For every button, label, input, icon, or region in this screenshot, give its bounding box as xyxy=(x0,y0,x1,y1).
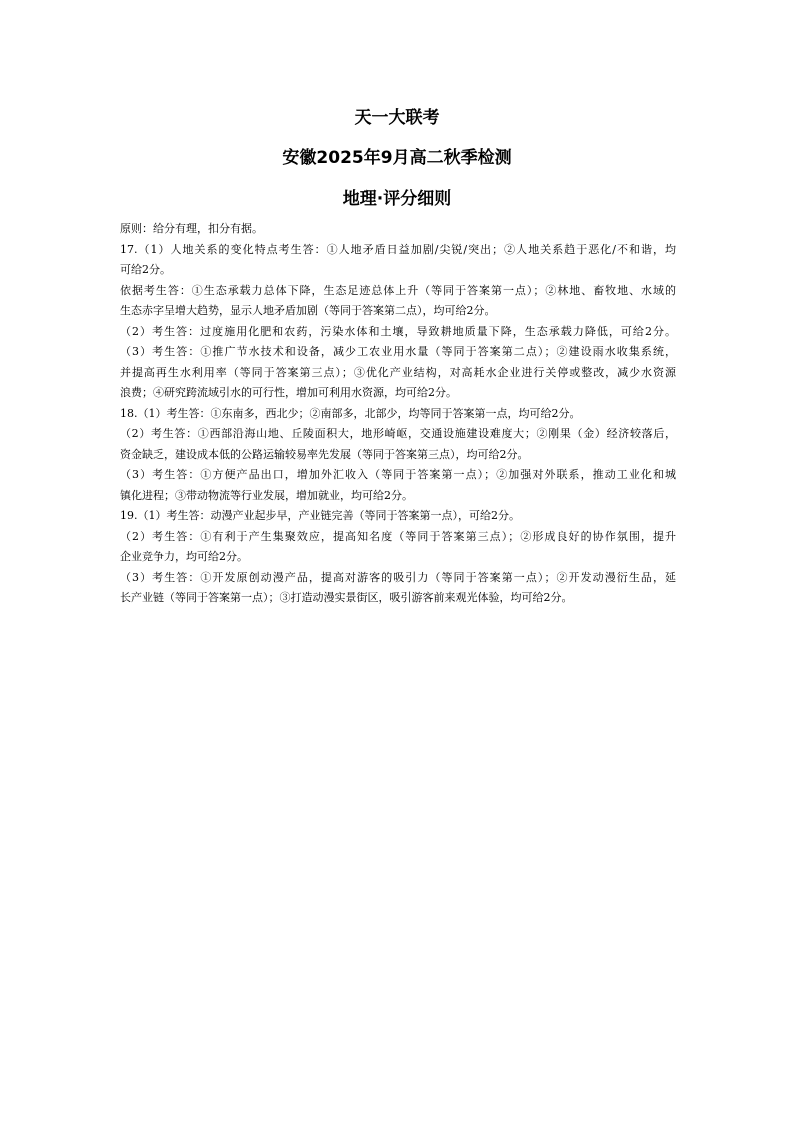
text-line: 18.（1）考生答：①东南多，西北少；②南部多，北部少，均等同于答案第一点，均可给2分。 xyxy=(120,406,581,420)
text-line: 企业竞争力，均可给2分。 xyxy=(120,550,248,563)
text-line: 镇化进程；③带动物流等行业发展，增加就业，均可给2分。 xyxy=(120,488,413,502)
text-line: （2）考生答：过度施用化肥和农药，污染水体和土壤，导致耕地质量下降，生态承载力降低，可给2分。 xyxy=(120,324,676,338)
text-line: 原则：给分有理，扣分有据。 xyxy=(120,222,263,235)
text-line: 可给2分。 xyxy=(120,263,171,276)
text-line: 19.（1）考生答：动漫产业起步早，产业链完善（等同于答案第一点），可给2分。 xyxy=(120,509,520,522)
section-heading: 地理·评分细则 xyxy=(342,189,452,209)
text-line: （3）考生答：①方便产品出口，增加外汇收入（等同于答案第一点）；②加强对外联系，推动工业化和城 xyxy=(120,468,676,481)
text-line: （3）考生答：①推广节水技术和设备，减少工农业用水量（等同于答案第二点）；②建设雨水收集系统， xyxy=(120,345,676,358)
document-title: 天一大联考 xyxy=(354,108,440,128)
text-line: 依据考生答：①生态承载力总体下降，生态足迹总体上升（等同于答案第一点）；②林地、畜牧地、水域的 xyxy=(120,283,676,297)
text-line: 生态赤字呈增大趋势，显示人地矛盾加剧（等同于答案第二点），均可给2分。 xyxy=(120,304,496,317)
grading-rules-body xyxy=(120,219,676,609)
text-line: 17.（1）人地关系的变化特点考生答：①人地矛盾日益加剧/尖锐/突出；②人地关系趋于恶化/不和谐，均 xyxy=(120,242,676,256)
exam-subtitle: 安徽2025年9月高二秋季检测 xyxy=(282,148,512,168)
text-line: 资金缺乏，建设成本低的公路运输较易率先发展（等同于答案第三点），均可给2分。 xyxy=(120,447,529,461)
text-line: 并提高再生水利用率（等同于答案第三点）；③优化产业结构，对高耗水企业进行关停或整改，减少水资源 xyxy=(120,365,676,379)
text-line: （3）考生答：①开发原创动漫产品，提高对游客的吸引力（等同于答案第一点）；②开发动漫衍生品，延 xyxy=(120,570,676,584)
text-line: 长产业链（等同于答案第一点）；③打造动漫实景街区，吸引游客前来观光体验，均可给2分。 xyxy=(120,591,573,604)
text-line: （2）考生答：①西部沿海山地、丘陵面积大，地形崎岖，交通设施建设难度大；②刚果（金）经济较落后， xyxy=(120,427,676,440)
text-line: （2）考生答：①有利于产生集聚效应，提高知名度（等同于答案第三点）；②形成良好的协作氛围，提升 xyxy=(120,529,676,543)
text-line: 浪费；④研究跨流域引水的可行性，增加可利用水资源，均可给2分。 xyxy=(120,386,457,399)
